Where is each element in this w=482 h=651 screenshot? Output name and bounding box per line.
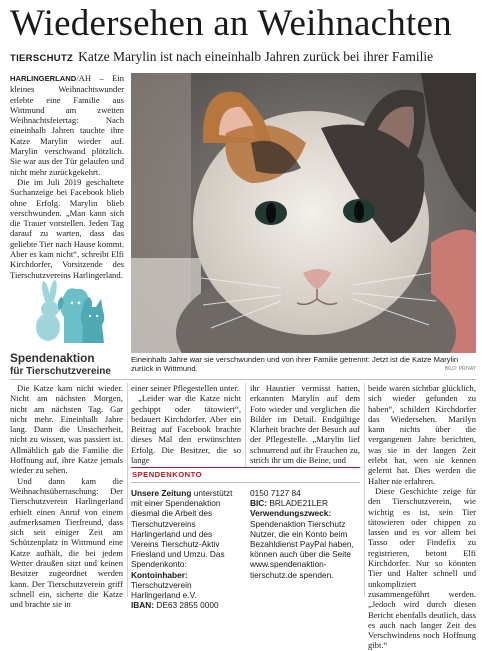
article-column-1 <box>10 73 124 280</box>
owner-label: Kontoinhaber: <box>131 569 188 580</box>
article-paragraph: „Leider war die Katze nicht gechippt oder tätowiert“, bedauert Kirchdorfer. Aber ein Beitrag auf Facebook brachte dieses Mal den erwünschten Erfolg. Die Besitzer, die so lange <box>131 393 241 466</box>
bic-label: BIC: <box>250 498 268 509</box>
column-divider <box>364 383 365 597</box>
iban-label: IBAN: <box>131 600 155 611</box>
photo-caption: Eineinhalb Jahre war sie verschwunden und von ihrer Familie getrennt: Jetzt ist die Katze Marylin zurück in Wittmund. <box>131 355 459 374</box>
column-divider <box>127 383 128 597</box>
article-paragraph: Diese Geschichte zeige für den Tierschutzverein, wie wichtig es ist, sein Tier tätowieren oder chippen zu lassen und es vor allem bei Tasso oder Findefix zu registrieren, betont Elfi Kirchdorfer. Nur so könnten Tier und Halter schnell und unkompliziert zusammengeführt werden. „Jedoch wird durch diesen Bericht ebenfalls deutlich, dass es auch nach langer Zeit des Verschwindens noch Hoffnung gibt.“ <box>368 485 476 651</box>
article-column-1-continued <box>10 383 123 610</box>
spendenkonto-right: 0150 7127 84 BIC: BRLADE21LER Verwendungszweck: Spendenaktion Tierschutz Nutzer, die ein Konto beim Bezahldienst PayPal haben, können auch über die Seite www.spendenaktion-tierschutz.de spenden. <box>250 488 354 580</box>
spendenaktion-box <box>10 352 130 378</box>
subheadline: Katze Marylin ist nach eineinhalb Jahren zurück bei ihrer Familie <box>78 49 434 64</box>
animals-silhouette-icon <box>32 277 108 345</box>
photo-credit: BILD: PRIVAT <box>444 366 476 372</box>
spendenaktion-title: Spendenaktion <box>10 351 95 365</box>
purpose-text: Spendenaktion Tierschutz Nutzer, die ein Konto beim Bezahldienst PayPal haben, können auch über die Seite www.spendenaktion-tierschutz.de spenden. <box>250 518 354 580</box>
kicker-label: TIERSCHUTZ <box>10 53 74 64</box>
article-paragraph: Und dann kam die Weihnachtsüberraschung: Der Tierschutzverein Harlingerland erhielt einen Anruf von einem aufmerksamen Tierfreund, dass sich seit einiger Zeit am Schützenplatz in Wittmund eine Katze aufhält, die bei jedem Wetter draußen sitzt und keinen Besitzer zugeordnet werden kann. Der Tierschutzverein griff schnell ein, sicherte die Katze und brachte sie in <box>10 475 123 610</box>
spendenkonto-rule <box>131 482 360 483</box>
article-column-4 <box>368 383 476 651</box>
spendenaktion-subtitle: für Tierschutzvereine <box>10 366 111 377</box>
dateline: HARLINGERLAND <box>10 74 77 83</box>
org-label: Unsere Zeitung <box>131 488 192 498</box>
kicker <box>10 48 480 68</box>
article-paragraph: beide waren sichtbar glücklich, sich wieder gefunden zu haben“, schildert Kirchdorfer das Wiedersehen. Marilyn kann nichts über die vergangenen Jahre berichten, was sie in der langen Zeit erlebt hat, wen sie kennen gelernt hat. Dies werden die Halter nie erfahren. <box>368 383 476 486</box>
article-column-3 <box>250 383 360 465</box>
purpose-label: Verwendungszweck: <box>250 508 332 519</box>
spendenkonto-left: Unsere Zeitung unterstützt mit einer Spendenaktion diesmal die Arbeit des Tierschutzvereins Harlingerland und des Vereins Tierschutz-Aktiv Friesland und Umzu. Das Spendenkonto: Kontoinhaber: Tierschutzverein Harlingerland e.V. IBAN: DE63 2855 0000 <box>131 488 233 611</box>
article-paragraph: ihr Haustier vermisst hatten, erkannten Marylin auf dem Foto wieder und verglichen die Bilder im Detail. Endgültige Klarheit brachte der Besuch auf der Pflegestelle. „Marylin lief schnurrend auf ihr Frauchen zu, strich ihr um die Beine, und <box>250 383 360 466</box>
spendenkonto-heading: SPENDENKONTO <box>132 470 202 479</box>
section-divider <box>10 379 476 380</box>
article-column-2 <box>131 383 241 465</box>
cat-photo <box>131 73 476 353</box>
spendenkonto-top-rule <box>131 467 360 468</box>
article-paragraph: einer seiner Pflegestellen unter. <box>131 383 239 393</box>
account-number: 0150 7127 84 <box>250 488 301 498</box>
headline: Wiedersehen an Weihnachten <box>10 3 452 44</box>
article-paragraph: Die Katze kam nicht wieder. Nicht am nächsten Morgen, nicht am nächsten Tag. Gar nicht mehr. Eineinhalb Jahre lang. Dann die Unsicherheit, nicht zu wissen, was passiert ist. Allmählich gab die Familie die Hoffnung auf, ihre Katze jemals wieder zu sehen. <box>10 383 123 476</box>
article-paragraph: Die im Juli 2019 geschaltete Suchanzeige bei Facebook blieb ohne Erfolg. Marylin blieb verschwunden. „Man kann sich die Trauer vorstellen. Jeden Tag darauf zu warten, dass das geliebte Tier nach Hause kommt. Aber es kam nicht“, schreibt Elfi Kirchdorfer, Vorsitzende des Tierschutzvereins Harlingerland. <box>10 176 124 280</box>
column-divider <box>245 383 246 467</box>
article-lead: /AH – Ein kleines Weihnachtswunder erlebte eine Familie aus Wittmund am zweiten Weihnachtsfeiertag: Nach eineinhalb Jahren tauchte ihre Katze Marylin wieder auf. Marylin verschwand plötzlich. Sie war aus der Tür gelaufen und nicht mehr zurückgekehrt. <box>10 73 124 177</box>
